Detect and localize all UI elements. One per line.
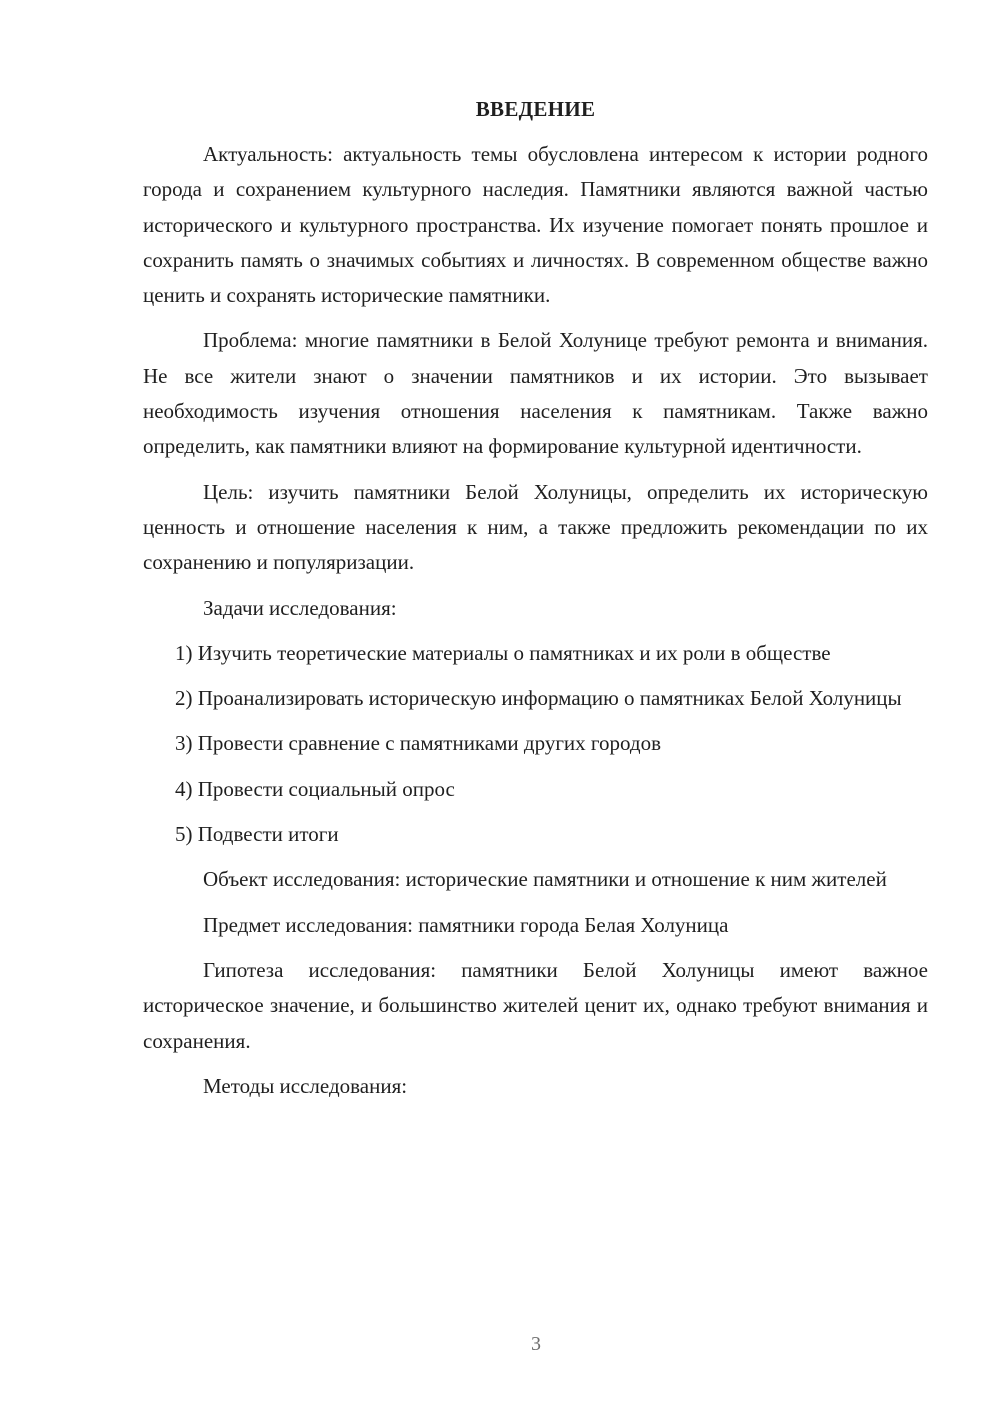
- page-number: 3: [531, 1333, 541, 1355]
- task-item: 5) Подвести итоги: [175, 822, 339, 847]
- subject-paragraph: Предмет исследования: памятники города Белая Холуница: [203, 912, 729, 937]
- problem-paragraph: Проблема: многие памятники в Белой Холунице требуют ремонта и внимания. Не все жители знают о значении памятников и их истории. Это вызывает необходимость изучения отношения населения к памятникам. Также важно определить, как памятники влияют на формирование культурной идентичности.: [143, 328, 928, 459]
- object-paragraph: Объект исследования: исторические памятники и отношение к ним жителей: [203, 867, 887, 892]
- hypothesis-paragraph: Гипотеза исследования: памятники Белой Холуницы имеют важное историческое значение, и большинство жителей ценит их, однако требуют внимания и сохранения.: [143, 957, 928, 1053]
- section-title: ВВЕДЕНИЕ: [475, 97, 596, 121]
- methods-heading: Методы исследования:: [203, 1073, 408, 1098]
- task-item: 4) Провести социальный опрос: [175, 776, 455, 801]
- task-item: 3) Провести сравнение с памятниками других городов: [175, 731, 662, 756]
- document-page: [143, 92, 928, 1114]
- relevance-paragraph: Актуальность: актуальность темы обусловлена интересом к истории родного города и сохранением культурного наследия. Памятники являются важной частью исторического и культурного пространства. Их изучение помогает понять прошлое и сохранить память о значимых событиях и личностях. В современном обществе важно ценить и сохранять исторические памятники.: [143, 142, 928, 308]
- task-item: 2) Проанализировать историческую информацию о памятниках Белой Холуницы: [175, 686, 902, 711]
- task-item: 1) Изучить теоретические материалы о памятниках и их роли в обществе: [175, 640, 831, 665]
- goal-paragraph: Цель: изучить памятники Белой Холуницы, определить их историческую ценность и отношение населения к ним, а также предложить рекомендации по их сохранению и популяризации.: [143, 479, 928, 575]
- tasks-heading: Задачи исследования:: [203, 595, 397, 620]
